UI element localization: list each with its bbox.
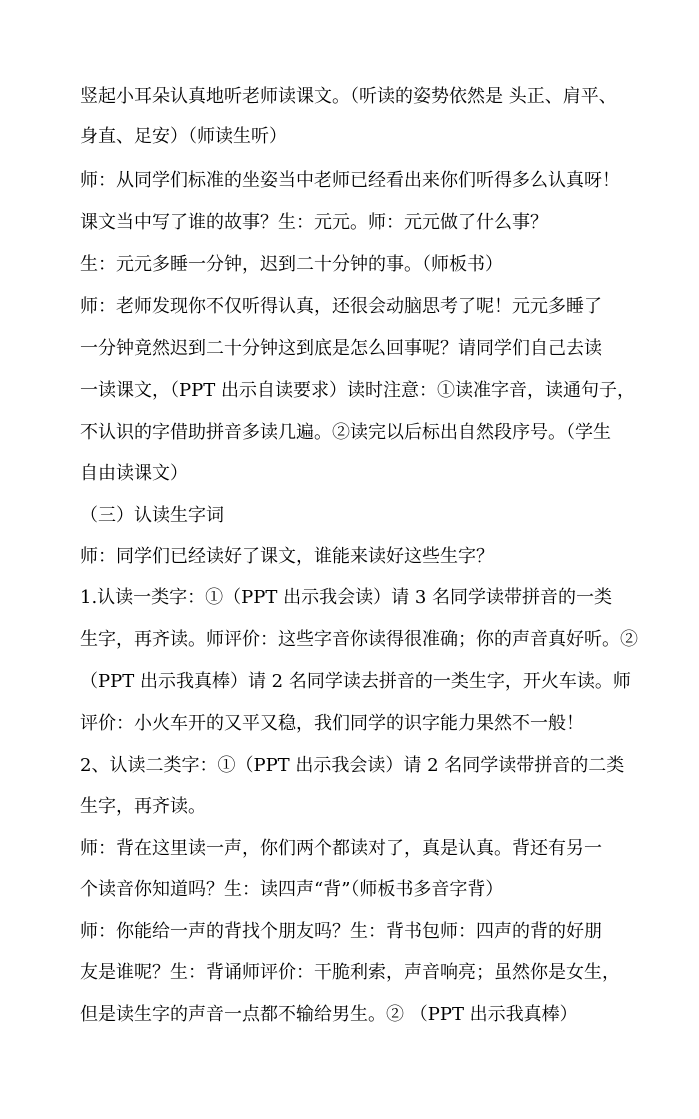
text-line: 一读课文，（PPT 出示自读要求）读时注意：①读准字音，读通句子， bbox=[80, 380, 635, 401]
text-line: 师：同学们已经读好了课文，谁能来读好这些生字？ bbox=[80, 546, 494, 567]
text-line: 一分钟竟然迟到二十分钟这到底是怎么回事呢？请同学们自己去读 bbox=[80, 338, 602, 359]
text-line: 师：背在这里读一声，你们两个都读对了，真是认真。背还有另一 bbox=[80, 838, 602, 859]
text-line: 师：从同学们标准的坐姿当中老师已经看出来你们听得多么认真呀！ bbox=[80, 170, 620, 191]
text-line: 个读音你知道吗？生：读四声“背”（师板书多音字背） bbox=[80, 879, 504, 900]
text-line: 1.认读一类字：①（PPT 出示我会读）请 3 名同学读带拼音的一类 bbox=[80, 587, 613, 608]
text-line: 自由读课文） bbox=[80, 463, 188, 484]
text-line: 友是谁呢？生：背诵师评价：干脆利索，声音响亮；虽然你是女生， bbox=[80, 962, 620, 983]
text-line: 竖起小耳朵认真地听老师读课文。（听读的姿势依然是 头正、肩平、 bbox=[80, 86, 617, 107]
text-line: 评价：小火车开的又平又稳，我们同学的识字能力果然不一般！ bbox=[80, 713, 584, 734]
text-line: （PPT 出示我真棒）请 2 名同学读去拼音的一类生字，开火车读。师 bbox=[80, 671, 631, 692]
text-line: 课文当中写了谁的故事？生：元元。师：元元做了什么事？ bbox=[80, 212, 548, 233]
text-line: 生：元元多睡一分钟，迟到二十分钟的事。（师板书） bbox=[80, 254, 503, 275]
text-line: 师：老师发现你不仅听得认真，还很会动脑思考了呢！元元多睡了 bbox=[80, 296, 602, 317]
section-heading: （三）认读生字词 bbox=[80, 505, 224, 526]
text-line: 生字，再齐读。师评价：这些字音你读得很准确；你的声音真好听。② bbox=[80, 629, 638, 650]
text-line: 2、认读二类字：①（PPT 出示我会读）请 2 名同学读带拼音的二类 bbox=[80, 755, 625, 776]
text-line: 不认识的字借助拼音多读几遍。②读完以后标出自然段序号。（学生 bbox=[80, 422, 611, 443]
text-line: 但是读生字的声音一点都不输给男生。② （PPT 出示我真棒） bbox=[80, 1004, 578, 1025]
text-line: 生字，再齐读。 bbox=[80, 796, 206, 817]
text-line: 师：你能给一声的背找个朋友吗？生：背书包师：四声的背的好朋 bbox=[80, 921, 602, 942]
text-line: 身直、足安）（师读生听） bbox=[80, 126, 287, 147]
